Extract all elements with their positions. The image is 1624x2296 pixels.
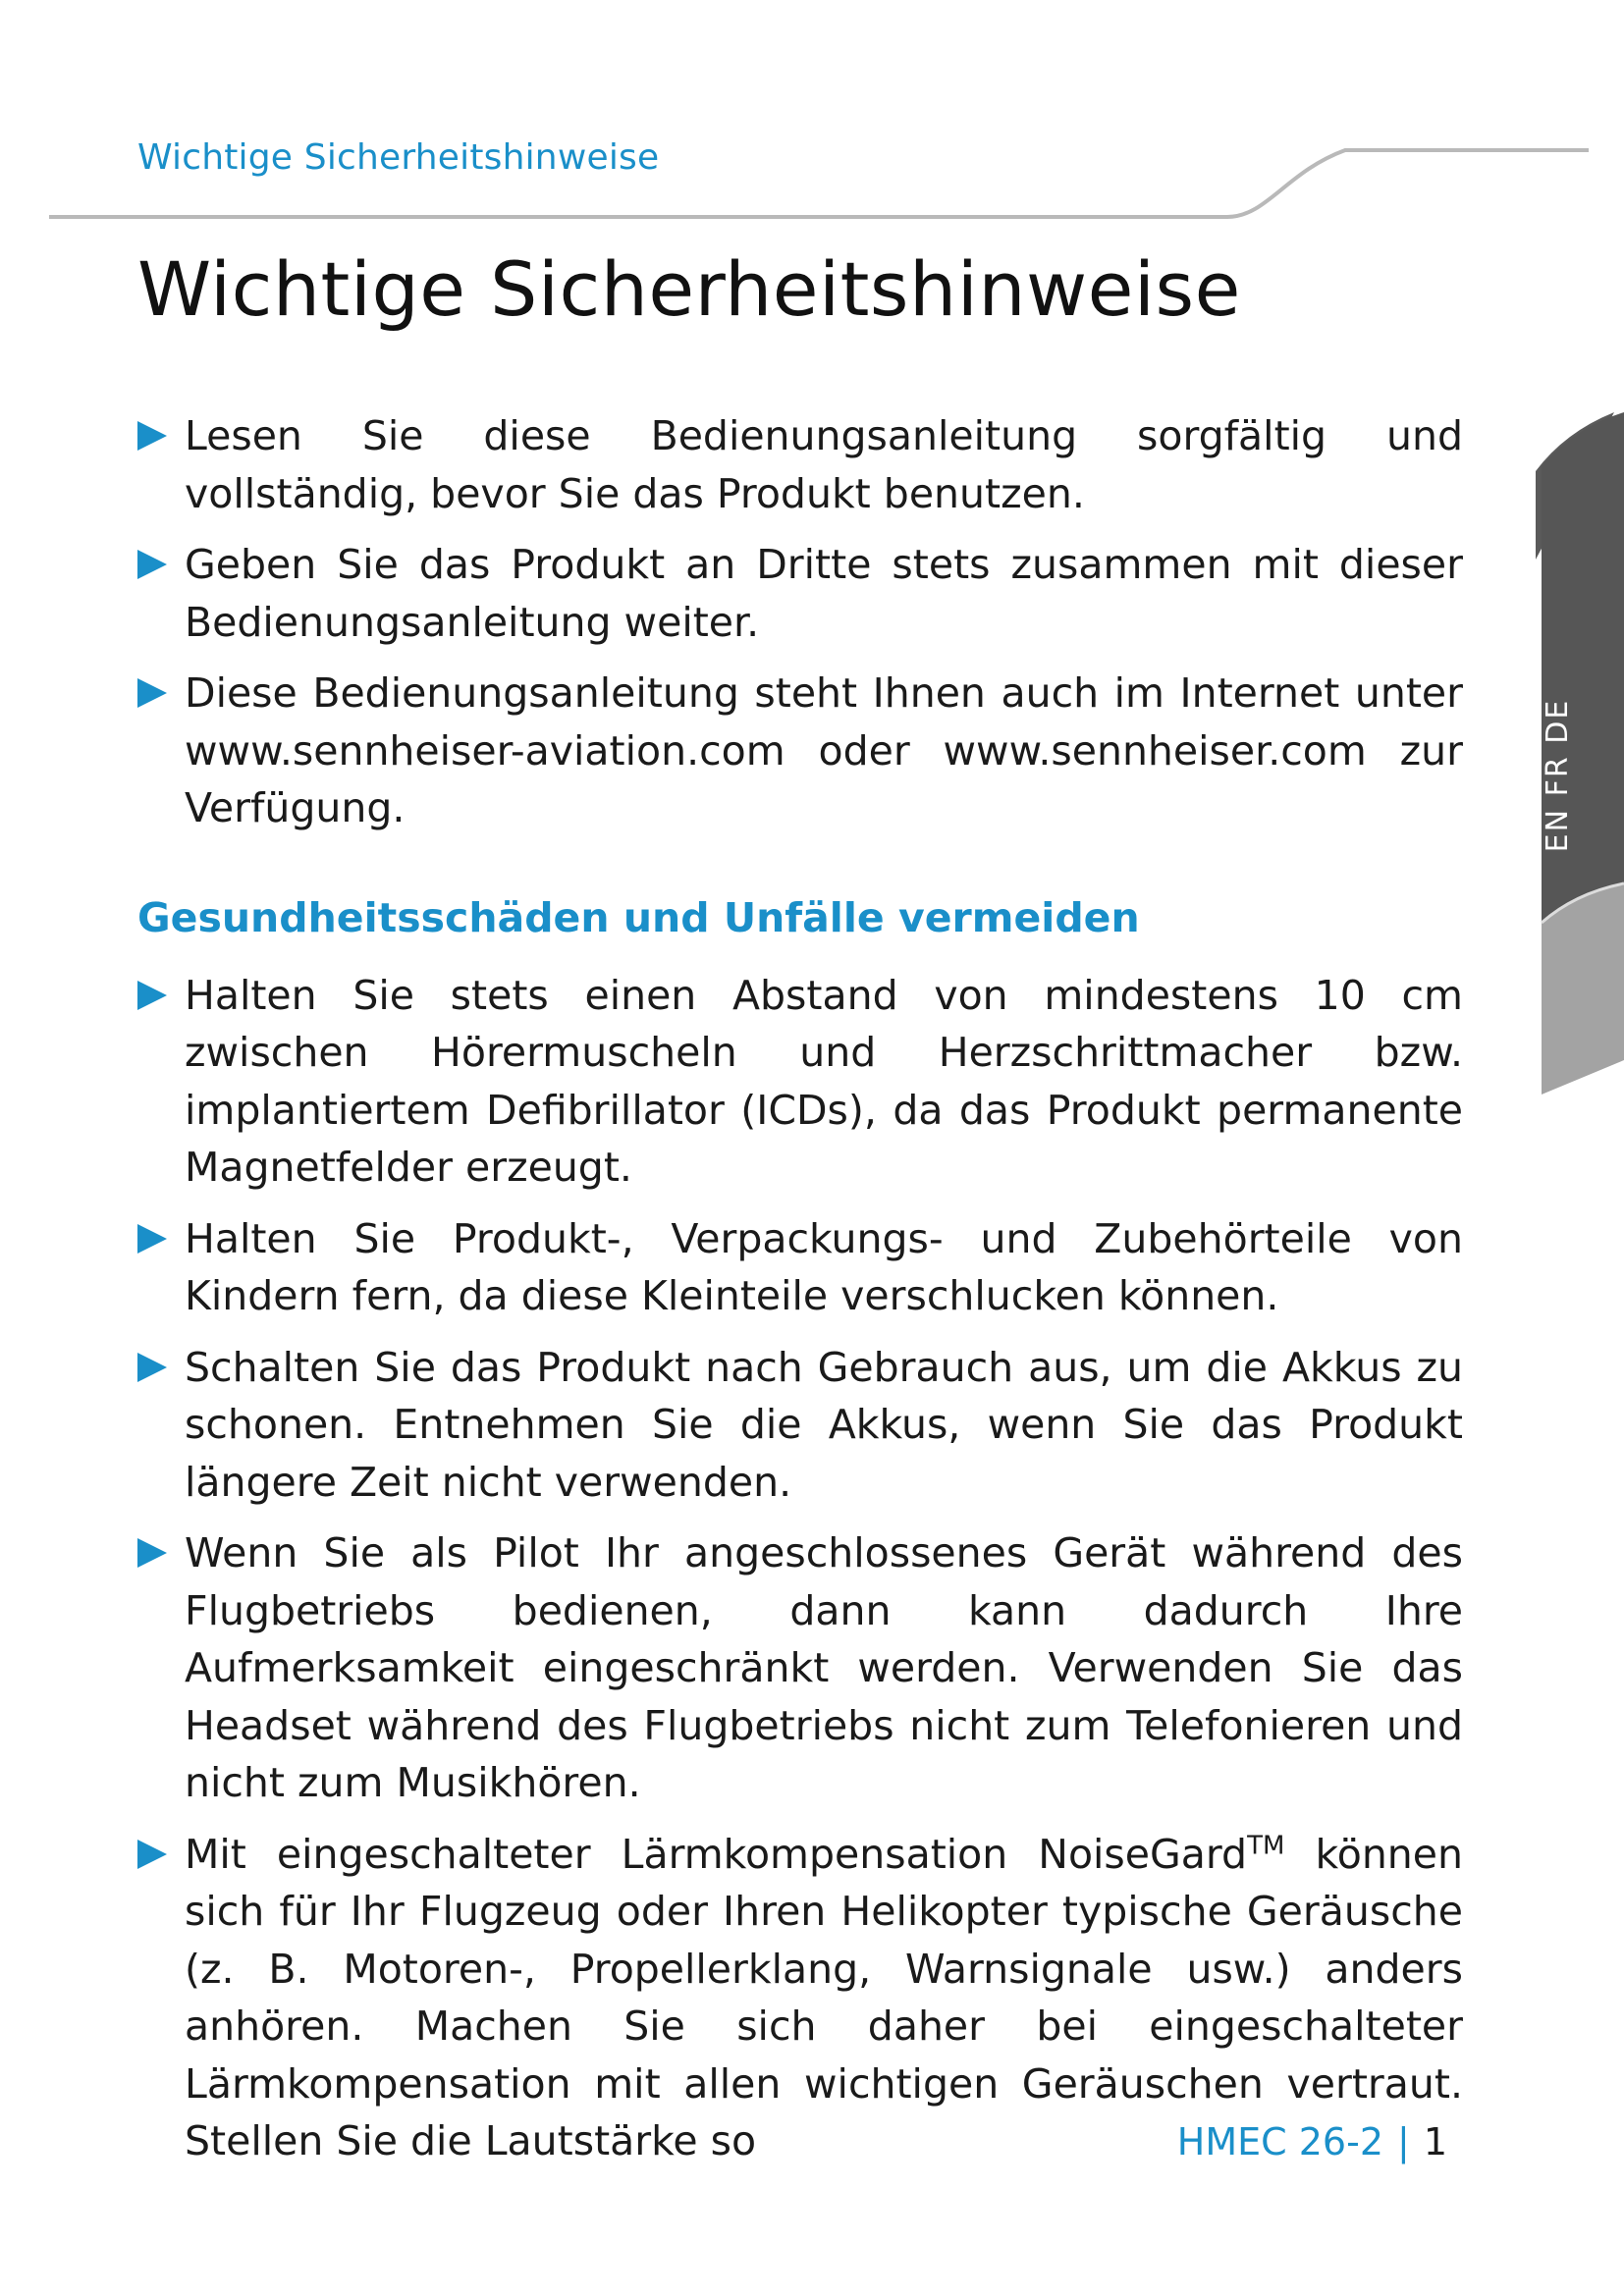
list-item: Diese Bedienungsanleitung steht Ihnen auch im Internet unter www.sennheiser-aviation.com oder www.sennheiser.com zur Verfügung.	[137, 665, 1463, 837]
list-item: Lesen Sie diese Bedienungsanleitung sorgfältig und vollständig, bevor Sie das Produkt benutzen.	[137, 407, 1463, 522]
language-tab-label: EN FR DE	[1540, 698, 1575, 853]
footer-model: HMEC 26-2	[1176, 2120, 1383, 2163]
intro-bullet-list	[137, 407, 1463, 837]
arrow-bullet-icon	[137, 1538, 167, 1568]
list-item: Halten Sie stets einen Abstand von mindestens 10 cm zwischen Hörermuscheln und Herzschrittmacher bzw. implantiertem Defibrillator (ICDs), da das Produkt permanente Magnetfelder erzeugt.	[137, 967, 1463, 1197]
main-content	[137, 407, 1463, 2184]
page-footer	[1177, 2120, 1447, 2163]
page-number: 1	[1423, 2120, 1447, 2163]
arrow-bullet-icon	[137, 981, 167, 1010]
list-item: Wenn Sie als Pilot Ihr angeschlossenes Gerät während des Flugbetriebs bedienen, dann kann dadurch Ihre Aufmerksamkeit eingeschränkt werden. Verwenden Sie das Headset während des Flugbetriebs nicht zum Telefonieren und nicht zum Musikhören.	[137, 1524, 1463, 1812]
list-item: Halten Sie Produkt-, Verpackungs- und Zubehörteile von Kindern fern, da diese Kleinteile verschlucken können.	[137, 1210, 1463, 1325]
arrow-bullet-icon	[137, 421, 167, 451]
arrow-bullet-icon	[137, 1353, 167, 1382]
list-item: Schalten Sie das Produkt nach Gebrauch aus, um die Akkus zu schonen. Entnehmen Sie die Akkus, wenn Sie das Produkt längere Zeit nicht verwenden.	[137, 1339, 1463, 1512]
footer-separator: |	[1397, 2120, 1410, 2163]
section-heading: Gesundheitsschäden und Unfälle vermeiden	[137, 893, 1140, 941]
arrow-bullet-icon	[137, 678, 167, 708]
trademark-mark: TM	[1247, 1830, 1285, 1860]
safety-bullet-list	[137, 967, 1463, 2170]
arrow-bullet-icon	[137, 1224, 167, 1254]
list-item: Geben Sie das Produkt an Dritte stets zusammen mit dieser Bedienungsanleitung weiter.	[137, 536, 1463, 651]
arrow-bullet-icon	[137, 550, 167, 579]
page-title: Wichtige Sicherheitshinweise	[137, 245, 1241, 333]
arrow-bullet-icon	[137, 1840, 167, 1869]
header-rule	[0, 137, 1624, 236]
running-header: Wichtige Sicherheitshinweise	[137, 137, 660, 178]
list-item: Mit eingeschalteter Lärmkompensation NoiseGard™ können sich für Ihr Flugzeug oder Ihren Helikopter typische Geräusche (z. B. Motoren-, Propellerklang, Warnsignale usw.) anders anhören. Machen Sie sich daher bei eingeschalteter Lärmkompensation mit allen wichtigen Geräuschen vertraut. Stellen Sie die Lautstärke so	[137, 1826, 1463, 2170]
